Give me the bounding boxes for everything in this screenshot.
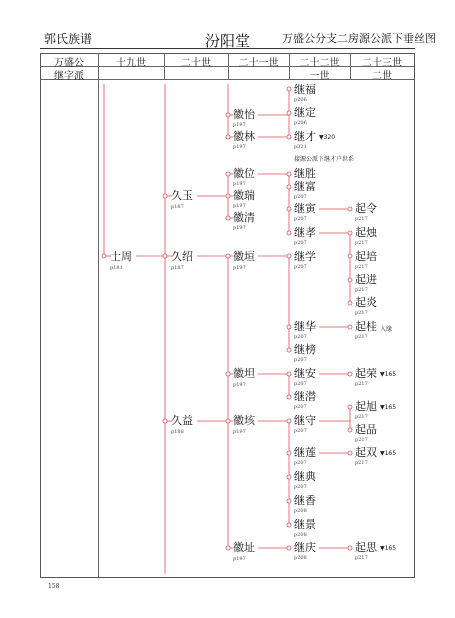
person-huirui: 徽瑞 <box>233 189 255 202</box>
person-jiding: 继定 <box>294 106 316 119</box>
person-jicai: 继才 <box>294 130 316 143</box>
page-ref: p207 <box>294 216 307 222</box>
page-ref: p217 <box>355 555 368 561</box>
jicai-ref-mark: ▼320 <box>319 134 336 141</box>
row-header-jizipai: 继字派 <box>54 71 84 82</box>
page-ref: p207 <box>294 381 307 387</box>
page-ref: p207 <box>294 428 307 434</box>
page-number: 158 <box>48 583 60 590</box>
chart-title: 万盛公分支二房源公派下垂丝图 <box>282 32 436 45</box>
person-jifu2: 继富 <box>294 180 316 193</box>
person-jian: 继安 <box>294 367 316 380</box>
page-ref: p208 <box>294 508 307 514</box>
person-jiushao: 久绍 <box>171 250 193 263</box>
page-ref: p217 <box>355 240 368 246</box>
page-ref: p197 <box>233 225 246 231</box>
generation-22-label: 一世 <box>309 71 330 82</box>
col-header-19: 十九世 <box>116 58 146 69</box>
page-ref: p187 <box>171 204 184 210</box>
generation-23-label: 二世 <box>372 71 392 82</box>
page-ref: p207 <box>294 484 307 490</box>
page-ref: p321 <box>294 144 307 150</box>
person-jishou: 继守 <box>294 414 316 427</box>
person-jiqian: 继潜 <box>294 390 316 403</box>
person-jiuyi: 久益 <box>171 414 193 427</box>
page-ref: p208 <box>294 555 307 561</box>
person-jixiang: 继香 <box>294 494 316 507</box>
page-ref: p197 <box>233 181 246 187</box>
person-qijin: 起进 <box>355 273 377 286</box>
col-header-wanshenggong: 万盛公 <box>54 58 84 69</box>
page-ref: p217 <box>355 264 368 270</box>
person-jibang: 继榜 <box>294 343 316 356</box>
person-qizhu: 起烛 <box>355 226 377 239</box>
col-header-22: 二十二世 <box>299 58 340 69</box>
person-huiqing: 徽清 <box>233 211 255 224</box>
book-title: 郭氏族谱 <box>44 32 93 46</box>
page-ref: p217 <box>355 460 368 466</box>
qirong-mark: ▼165 <box>380 371 397 378</box>
qigui-mark: 入缘 <box>380 326 393 333</box>
person-huizhi: 徽址 <box>233 541 255 554</box>
page-ref: p197 <box>233 556 246 562</box>
person-qiling: 起令 <box>355 202 377 215</box>
page-ref: p217 <box>355 310 368 316</box>
qixu-mark: ▼165 <box>380 404 397 411</box>
person-jixue: 继学 <box>294 250 316 263</box>
qisi-mark: ▼165 <box>380 545 397 552</box>
person-jiyin: 继寅 <box>294 202 316 215</box>
person-jisheng: 继胜 <box>294 167 316 180</box>
page-ref: p207 <box>294 334 307 340</box>
page-ref: p206 <box>294 120 307 126</box>
page-ref: p197 <box>233 122 246 128</box>
person-qipei: 起培 <box>355 250 377 263</box>
person-qixu: 起旭 <box>355 400 377 413</box>
person-qisi: 起思 <box>355 541 377 554</box>
col-header-21: 二十一世 <box>238 58 279 69</box>
page-ref: p181 <box>110 265 123 271</box>
person-qigui: 起桂 <box>355 320 377 333</box>
page-ref: p207 <box>294 460 307 466</box>
person-qipin: 起品 <box>355 423 377 436</box>
page-ref: p207 <box>294 194 307 200</box>
person-jifu: 继福 <box>294 83 316 96</box>
page-ref: p207 <box>294 264 307 270</box>
page-ref: p197 <box>233 144 246 150</box>
page-ref: p217 <box>355 334 368 340</box>
hall-name: 汾阳堂 <box>205 32 251 50</box>
person-qishuang: 起双 <box>355 446 377 459</box>
page-ref: p197 <box>233 429 246 435</box>
page-ref: p187 <box>171 265 184 271</box>
page-ref: p207 <box>294 357 307 363</box>
person-huilin: 徽林 <box>233 130 255 143</box>
person-jiqing: 继庆 <box>294 541 316 554</box>
person-jiuyu: 久玉 <box>171 189 193 202</box>
person-huiyi: 徽怡 <box>233 108 255 121</box>
person-huiyuan: 徽垣 <box>233 250 255 263</box>
page-ref: p208 <box>294 532 307 538</box>
person-jilian: 继莲 <box>294 446 316 459</box>
person-qiyan: 起炎 <box>355 296 377 309</box>
page-ref: p217 <box>355 414 368 420</box>
person-jihua: 继华 <box>294 320 316 333</box>
page-ref: p207 <box>294 240 307 246</box>
page-ref: p207 <box>294 404 307 410</box>
person-huitan: 徽坦 <box>233 367 255 380</box>
page-ref: p197 <box>233 203 246 209</box>
page-ref: p197 <box>233 382 246 388</box>
person-huiwei: 徽位 <box>233 167 255 180</box>
col-header-20: 二十世 <box>181 58 211 69</box>
jicai-note: 接源公派下继才户世系 <box>294 156 355 163</box>
person-shizhou: 士周 <box>110 250 132 263</box>
person-jixiao: 继孝 <box>294 226 316 239</box>
page-ref: p188 <box>171 429 184 435</box>
page-ref: p217 <box>355 381 368 387</box>
person-huigai: 徽垓 <box>233 414 255 427</box>
qishuang-mark: ▼165 <box>380 450 397 457</box>
person-jidian: 继典 <box>294 470 316 483</box>
page-ref: p197 <box>233 265 246 271</box>
person-qirong: 起荣 <box>355 367 377 380</box>
page-ref: p217 <box>355 287 368 293</box>
col-header-23: 二十三世 <box>362 58 402 69</box>
page-ref: p217 <box>355 437 368 443</box>
person-jijing: 继景 <box>294 518 316 531</box>
page-ref: p217 <box>355 216 368 222</box>
page-ref: p206 <box>294 97 307 103</box>
